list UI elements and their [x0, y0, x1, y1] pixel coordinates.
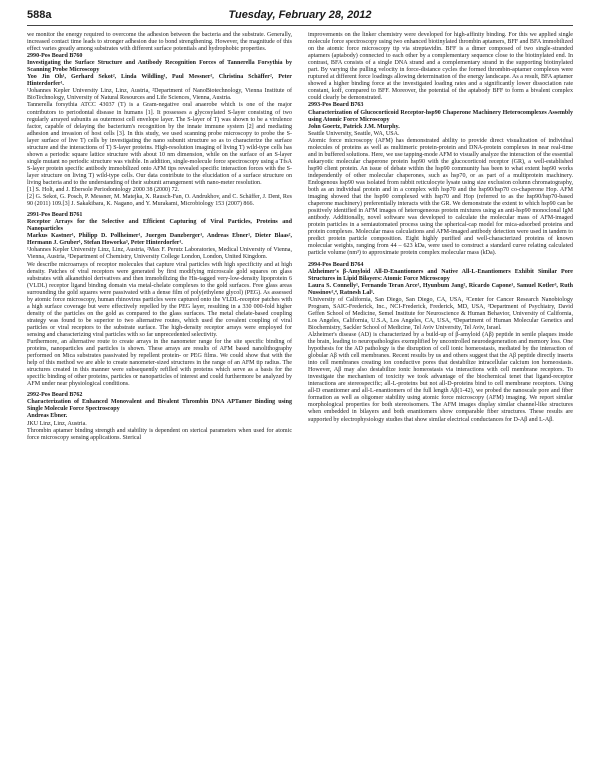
continuation-text: we monitor the energy required to overcome the adhesion between the bacteria and the substrate. Generally, increased contact time leads to stronger adhesion due to bond strengthening. However, the magnitude of this effect varies greatly among substrates with different surface potentials and hydrophobic properties. [27, 32, 292, 53]
abstract-id: 2993-Pos Board B763 [308, 102, 364, 109]
abstract-title: Characterization of Glucocorticoid Receptor-hsp90 Chaperone Machinery Heterocomplexes Assembly using Atomic Force Microscopy [308, 109, 573, 123]
abstract-authors: John Goertz, Patrick J.M. Murphy. [308, 123, 400, 130]
abstract-id: 2991-Pos Board B761 [27, 212, 83, 219]
running-title: Tuesday, February 28, 2012 [228, 9, 372, 21]
page-header [27, 8, 573, 26]
abstract-affiliation: ¹Johannes Kepler University Linz, Linz, Austria, ²Department of NanoBiotechnology, Vienna Institute of BioTechnology, University of Natural Resources and Life Sciences, Vienna, Austria. [27, 88, 292, 102]
abstract-authors: Andreas Ebner. [27, 413, 68, 420]
abstract-authors: Laura S. Connelly¹, Fernando Teran Arce¹, Hyunbum Jang², Ricardo Capone¹, Samuel Kotler³, Ruth Nussinov²,⁴, Ratnesh Lal¹. [308, 282, 573, 296]
abstract-title: Receptor Arrays for the Selective and Efficient Capturing of Viral Particles, Proteins and Nanoparticles [27, 219, 292, 233]
abstract-title: Alzheimer's β-Amyloid All-D-Enantiomers and Native All-L-Enantiomers Exhibit Similar Pore Structures in Lipid Bilayers: Atomic Force Microscopy [308, 268, 573, 282]
abstract-affiliation: ¹University of California, San Diego, San Diego, CA, USA, ²Center for Cancer Research Nanobiology Program, SAIC-Frederick, Inc., NCI-Frederick, Frederick, MD, USA, ³Department of Psychiatry, David Geffen School of Medicine, Semel Institute for Neuroscience & Human Behavior, University of California, Los Angeles, California, U.S.A, Los Angeles, CA, USA, ⁴Department of Human Molecular Genetics and Biochemistry, Sackler School of Medicine, Tel Aviv University, Tel Aviv, Israel. [308, 296, 573, 331]
abstract-id: 2994-Pos Board B764 [308, 261, 364, 268]
two-column-body [27, 32, 573, 446]
abstract-2993 [308, 102, 573, 257]
abstract-2992 [27, 392, 292, 441]
abstract-authors: Yoo Jin Oh¹, Gerhard Sekot², Linda Wildling¹, Paul Messner², Christina Schäffer², Peter Hinterdorfer¹. [27, 74, 292, 88]
abstract-body: Atomic force microscopy (AFM) has demonstrated ability to provide direct visualization of individual molecules of proteins as well as multimeric protein-protein and DNA-protein complexes in near real-time and in buffered solutions. Here, we use tapping-mode AFM to visually analyze the interaction of the essential eukaryotic molecular chaperone protein hsp90 with the glucocorticoid receptor (GR), a well-established hsp90 client protein. An issue of debate within the hsp90 community has been to what extent hsp90 works independently of other molecular chaperones, such as hsp70, or as part of a multiprotein machinery. Endogenous hsp90 was isolated from rabbit reticulocyte lysate using size exclusion column chromatography, both as an individual protein and in a complex with hsp70 and the hsp90/hsp70 co-chaperone Hop. AFM imaging showed that the hsp90 complexed with hsp70 and Hop (referred to as the hsp90/hsp70-based chaperone machinery) preferentially interacts with the GR. We demonstrate the extent to which hsp90 can be positively identified in AFM images of heterogeneous protein mixtures using an anti-hsp90 monoclonal IgM antibody. Additionally, novel software was developed to calculate the molecular mass of AFM-imaged protein particles in a semiautomated process using the spherical-cap model for mica-adsorbed proteins and protein complexes. Molecular mass calculations and AFM-imaged antibody detection were used in tandem to predict protein particle composition. Eight highly purified and well-characterized proteins of known molecular weights, ranging from 44 – 623 kDa, were used to construct a standard curve relating calculated particle volume (nm³) to approximate protein complex molecular mass (kDa). [308, 137, 573, 257]
abstract-body: Tannerella forsythia ATCC 43037 (T) is a Gram-negative oral anaerobe which is one of the major contributors to periodontal disease in humans [1]. It possesses a glycosylated S-layer consisting of two regularly arrayed subunits as outermost cell envelope layer. The S-layer of T) was shown to be a virulence factor, capable of delaying the bacterium's recognition by the innate immune system [2] and mediating adhesion and invasion of host cells [3]. In this study, we used scanning probe microscopy to probe the S-layer surface of live T) cells by investigating the nano subunit structure so as to characterize the surface structure and the interactions of T) S-layer proteins. High-resolution imaging of living T) wild-type cells has shown a periodic square lattice structure with about 10 nm dimension, while on the surface of an S-layer single mutant no periodic structure was visible. In addition, single-molecule force spectroscopy using a TfsA S-layer protein specific antibody immobilized onto AFM tips revealed specific interaction forces with the S-layer structure on living T) wild-type cells. Our data contribute to the elucidation of a surface structure on living bacteria and to the understanding of their subunit arrangement with nano-meter resolution. [27, 102, 292, 186]
abstract-body: Alzheimer's disease (AD) is characterized by a build-up of β-amyloid (Aβ) peptide in senile plaques inside the brain, leading to neuropathologies exemplified by uncontrolled neurodegeneration and memory loss. One hypothesis for the AD pathology is the disruption of cell ionic homeostasis, mediated by the interaction of globular Aβ with cell membranes. Recent results by us and others suggest that the Aβ peptide directly inserts into cell membranes creating ion conductive pores that destabilize intracellular calcium ion homeostasis. However, Aβ may also destabilize ionic homeostasis via interactions with cell membrane receptors. To investigate the mechanism of toxicity we took advantage of the biochemical tenet that ligand-receptor interactions are stereospecific; all-L-proteins but not all-D-proteins bind to cell membrane receptors. Using all-D enantiomer and all-L-enantiomers of the full length Aβ(1-42), we probed the nanoscale pore and fiber formation as well as oligomer stability using atomic force microscopy (AFM) imaging. We report similar morphological properties for both stereoisomers. The AFM images display similar channel-like structures when embedded in bilayers and both enantiomers show comparable fiber structures. These results are supported by electrophysiology studies that show similar electrical conductances for D-Aβ and L-Aβ. [308, 331, 573, 423]
abstract-affiliation: Seattle University, Seattle, WA, USA. [308, 130, 400, 137]
abstract-body: Thrombin aptamer binding strength and stability is dependent on sterical parameters when used for atomic force microscopy sensing applications. Sterical [27, 427, 292, 441]
abstract-authors: Markus Kastner¹, Philipp D. Pollheimer¹, Juergen Danzberger¹, Andreas Ebner¹, Dieter Blaas², Hermann J. Gruber¹, Stefan Howorka³, Peter Hinterdorfer¹. [27, 233, 292, 247]
page-number: 588a [27, 9, 52, 21]
abstract-affiliation: JKU Linz, Linz, Austria. [27, 420, 87, 427]
abstract-body: We describe microarrays of receptor molecules that capture viral particles with high specificity and at high density. Patches of viral receptors were generated by first modifying microscale gold squares on glass substrates with alkanethiol derivatives and then immobilizing the His-tagged very-low-density lipoprotein 6 (VLDL) receptor ligand binding domain via metal-chelate complexes to the gold surfaces. Free glass areas surrounding the gold squares were passivated with a dense film of poly(ethylene glycol) (PEG). As assessed by atomic force microscopy, human rhinovirus particles were captured onto the VLDL-receptor patches with a high surface coverage but were effectively repelled by the PEG layer, resulting in a 330 000-fold higher density of the particles on the gold as compared to the glass surfaces. The metal chelate-based coupling strategy was found to be superior to two alternative routes, which used the covalent coupling of viral particles or viral receptors to the substrate surface. The high-density receptor arrays were employed for sensing and characterizing viral particles with so far unprecedented selectivity. Furthermore, an alternative route to create arrays in the nanometer range for the site specific binding of proteins, nanoparticles and particles is shown. These arrays are results of AFM based nanolithography performed on Mica substrates passivated by repellent protein- or PEG films. We could show that with the help of this method we are able to create nanometer-sized structures in the range of an AFM tip radius. The structures created in this manner were subsequently refilled with proteins which serve as a basis for the specific binding of other proteins, particles or nanoparticles of interest and could furthermore be analyzed by AFM under near physiological conditions. [27, 261, 292, 388]
abstract-id: 2990-Pos Board B760 [27, 53, 83, 60]
continuation-text: improvements on the linker chemistry were developed for high-affinity binding. For this we applied single molecule force spectroscopy using two enhanced biotinylated thrombin aptamers, BFF and BFA immobilized on the atomic force microscopy tip via streptavidin. BFF is a dimer composed of two single-stranded aptamers (aptabody) connected to each other by a complementary sequence close to the biotinylated end. In contrast, BFA consists of a single DNA strand and a complementary strand in the supporting biotinylated part. By varying the pulling velocity in force-distance cycles the formed thrombin-aptamer complexes were ruptured at different force loadings allowing determination of the energy landscape. As a result, BFA aptamer showed a higher binding force at the investigated loading rates and a significantly lower dissociation rate constant, koff, compared to BFF. Moreover, the potential of the aptabody BFF to form a bivalent complex could clearly be demonstrated. [308, 32, 573, 102]
left-column [27, 32, 292, 446]
abstract-title: Investigating the Surface Structure and Antibody Recognition Forces of Tannerella Forsythia by Scanning Probe Microscopy [27, 60, 292, 74]
abstract-title: Characterization of Enhanced Monovalent and Bivalent Thrombin DNA APTamer Binding using Single Molecule Force Spectroscopy [27, 399, 292, 413]
abstract-2994 [308, 262, 573, 424]
abstract-affiliation: ¹Johannes Kepler University Linz, Linz, Austria, ²Max F. Perutz Laboratories, Medical University of Vienna, Vienna, Austria, ³Department of Chemistry, University College London, London, United Kingdom. [27, 247, 292, 261]
right-column [308, 32, 573, 446]
abstract-references: [1] S. Holt, and J. Ebersole Periodontology 2000 38 (2000) 72. [2] G. Sekot, G. Posch, P. Messner, M. Matejka, X. Rausch-Fan, O. Andrukhov, and C. Schäffer, J. Dent, Res 90 (2011) 109.[3] J. Sakakibara, K. Nagano, and Y. Murakami, Microbiology 153 (2007) 866. [27, 187, 292, 208]
abstract-2990 [27, 53, 292, 208]
abstract-id: 2992-Pos Board B762 [27, 392, 83, 399]
abstract-2991 [27, 212, 292, 388]
